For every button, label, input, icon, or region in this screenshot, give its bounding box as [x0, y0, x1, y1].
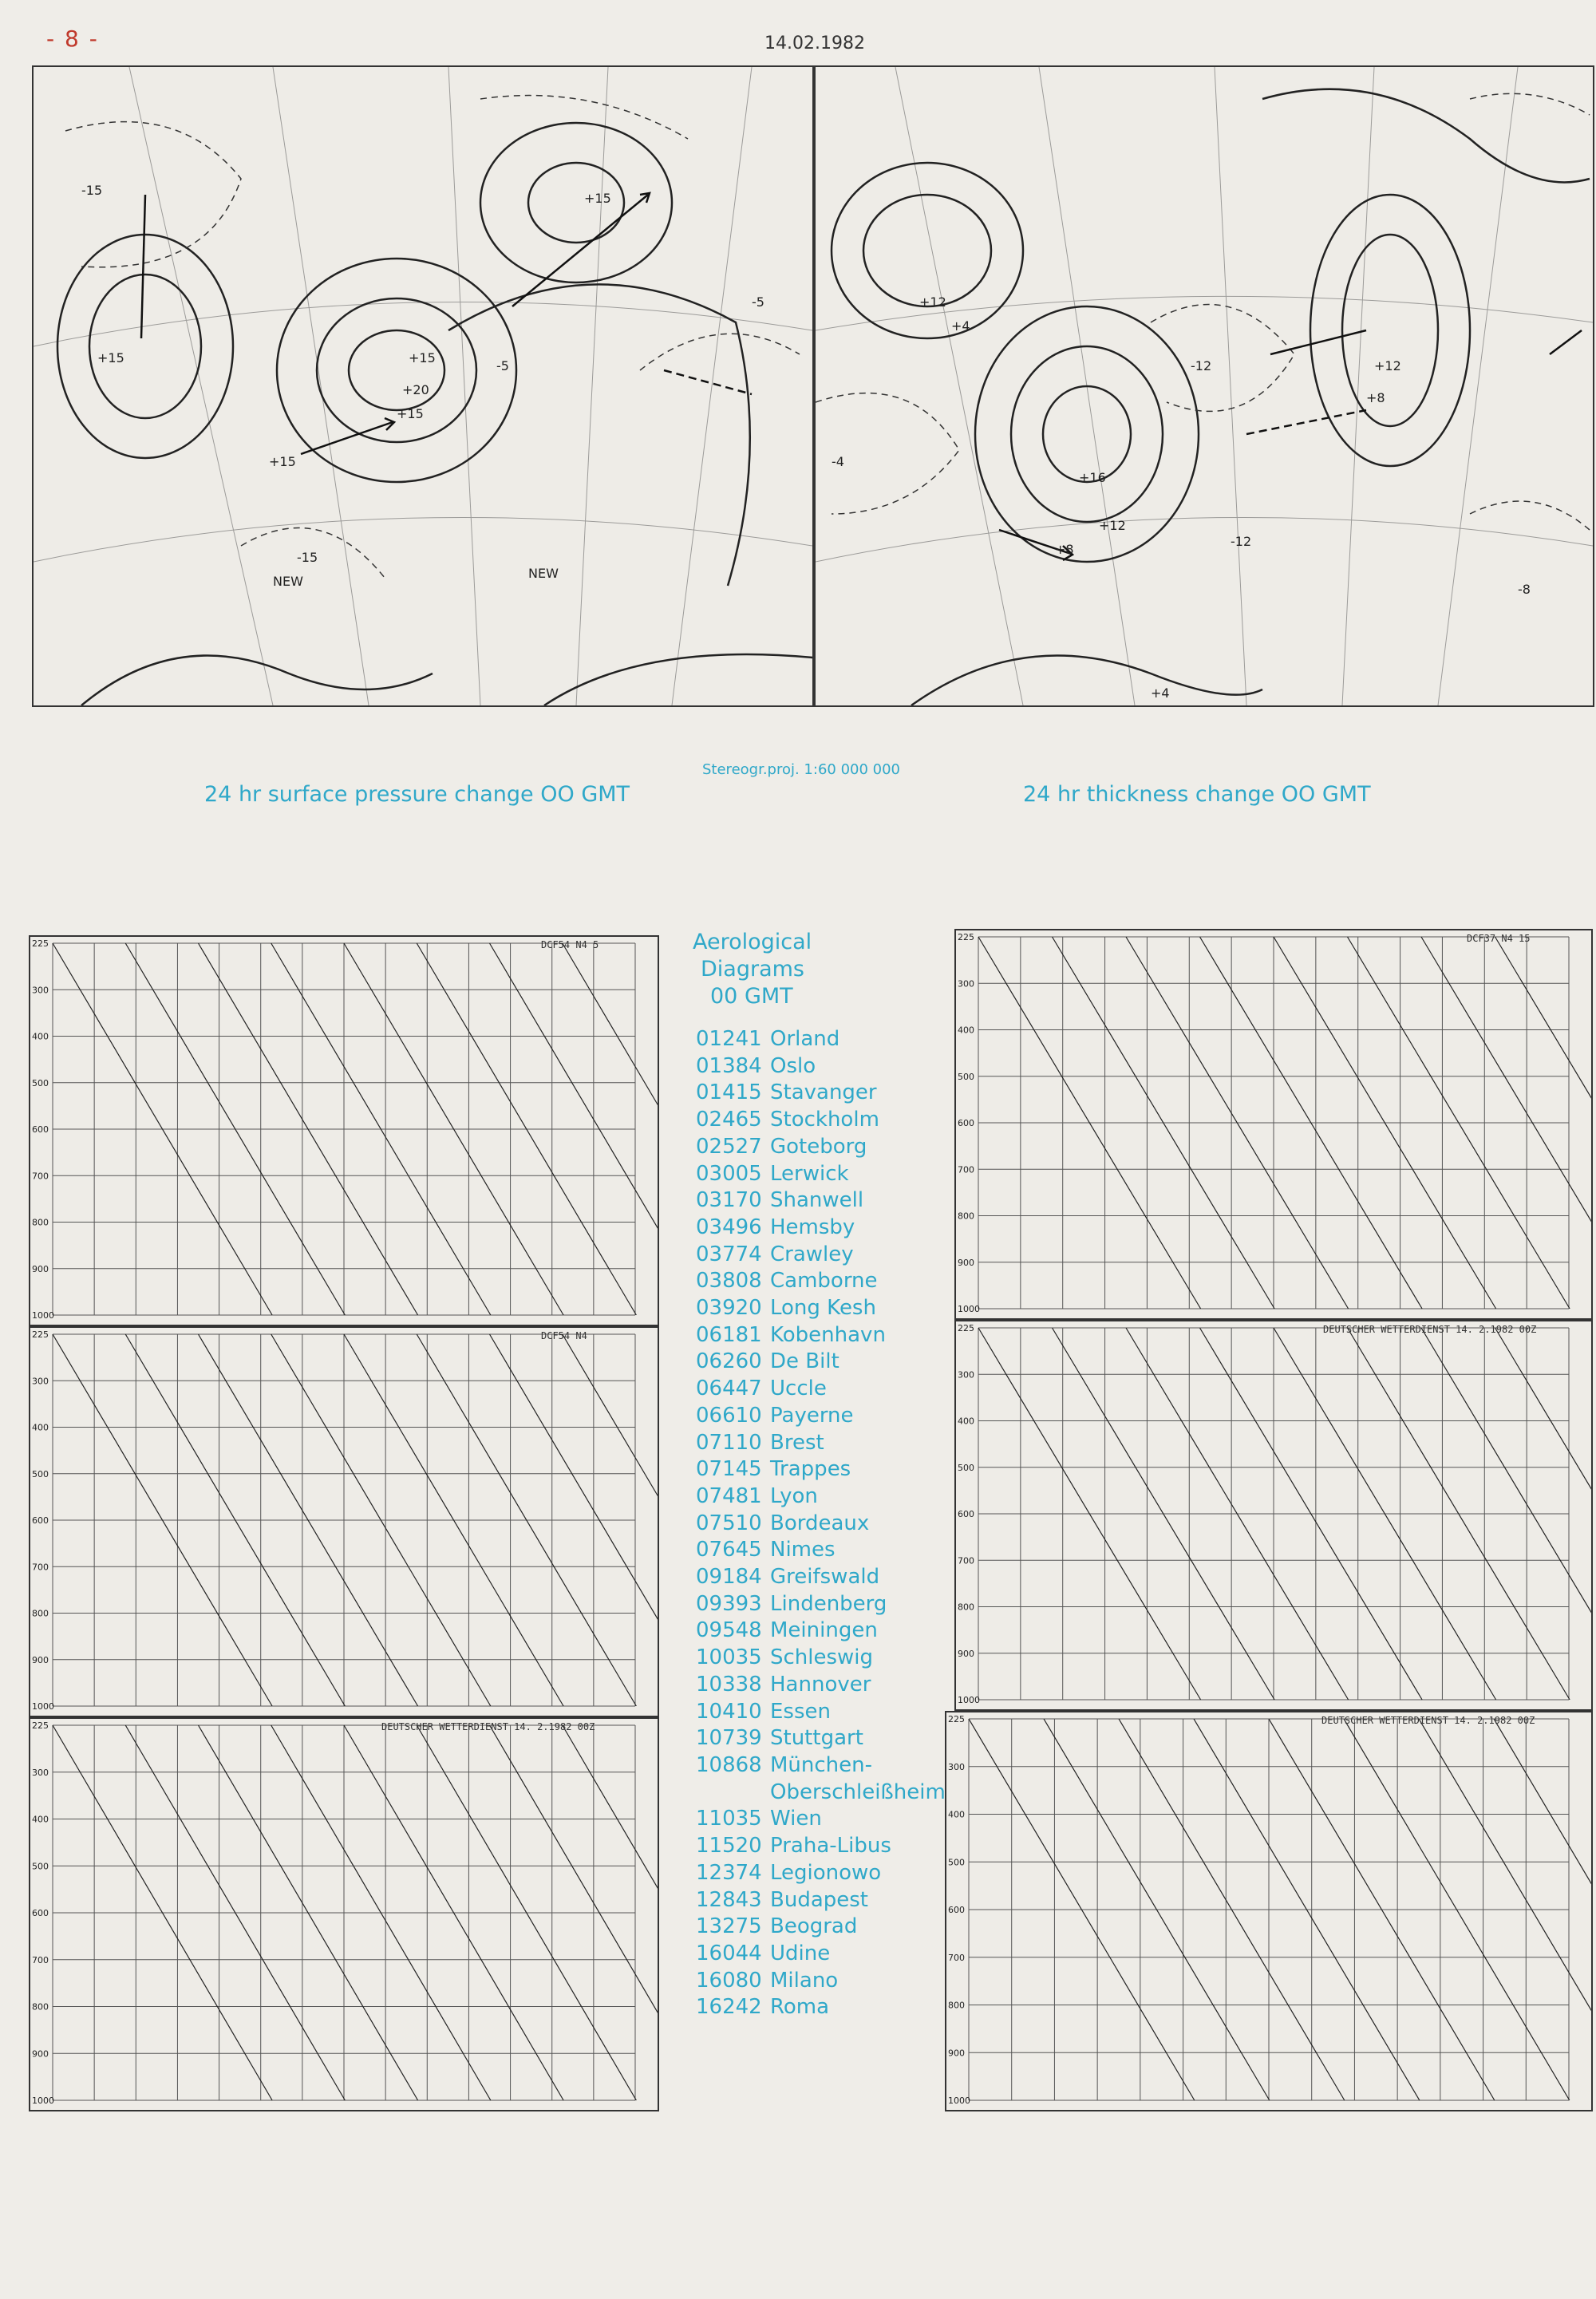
station-row — [696, 1483, 946, 1511]
station-name: Schleswig — [770, 1645, 874, 1670]
station-code: 06181 — [696, 1322, 762, 1347]
station-code: 03170 — [696, 1188, 762, 1213]
station-name: Bordeaux — [770, 1511, 870, 1535]
aerological-diagram-right-1 — [954, 929, 1593, 1320]
svg-text:-12: -12 — [1191, 358, 1212, 373]
station-row — [696, 1618, 946, 1645]
pressure-level-label: 1000 — [958, 1304, 980, 1314]
station-code: 10410 — [696, 1699, 762, 1724]
station-code: 10035 — [696, 1645, 762, 1670]
pressure-level-label: 500 — [958, 1462, 974, 1473]
pressure-level-label: 700 — [32, 1171, 49, 1182]
pressure-level-label: 900 — [948, 2048, 965, 2059]
pressure-level-label: 500 — [958, 1071, 974, 1082]
thickness-change-map — [814, 65, 1594, 707]
svg-text:+4: +4 — [951, 318, 970, 334]
station-row — [696, 1349, 946, 1376]
station-name: Goteborg — [770, 1134, 867, 1159]
station-name: Stavanger — [770, 1080, 877, 1105]
station-code: 07145 — [696, 1457, 762, 1482]
station-code: 06610 — [696, 1403, 762, 1428]
station-code: 11035 — [696, 1807, 762, 1831]
pressure-level-label: 600 — [958, 1118, 974, 1128]
pressure-level-label: 400 — [32, 1814, 49, 1825]
station-row — [696, 1161, 946, 1188]
station-name: Udine — [770, 1941, 831, 1965]
pressure-level-label: 800 — [32, 1217, 49, 1228]
pressure-level-label: 700 — [32, 1562, 49, 1573]
pressure-level-label: 900 — [32, 2048, 49, 2060]
station-row — [696, 1860, 946, 1887]
pressure-level-label: 1000 — [948, 2096, 970, 2106]
station-name: Essen — [770, 1699, 831, 1724]
station-name: Camborne — [770, 1269, 878, 1294]
station-name: Brest — [770, 1430, 824, 1455]
page-date: 14.02.1982 — [764, 34, 865, 53]
station-row — [696, 1672, 946, 1699]
pressure-level-label: 225 — [958, 1323, 974, 1333]
station-name: Kobenhavn — [770, 1322, 886, 1347]
station-code — [696, 1780, 770, 1807]
station-row — [696, 1430, 946, 1457]
station-code: 16080 — [696, 1968, 762, 1993]
svg-text:-8: -8 — [1518, 582, 1531, 597]
svg-text:+15: +15 — [97, 350, 124, 365]
aerological-diagram-right-2 — [954, 1320, 1593, 1711]
station-name: Nimes — [770, 1538, 836, 1562]
station-row — [696, 1403, 946, 1430]
pressure-level-label: 1000 — [958, 1695, 980, 1705]
svg-text:+12: +12 — [1374, 358, 1401, 373]
station-row — [696, 1242, 946, 1269]
station-row — [696, 1752, 946, 1780]
station-code: 11520 — [696, 1834, 762, 1859]
pressure-level-label: 225 — [948, 1714, 965, 1724]
pressure-level-label: 300 — [32, 1767, 49, 1778]
svg-text:+12: +12 — [919, 294, 946, 310]
station-name: Roma — [770, 1995, 830, 2020]
station-code: 09548 — [696, 1618, 762, 1643]
pressure-level-label: 400 — [948, 1809, 965, 1820]
station-row — [696, 1215, 946, 1242]
pressure-level-label: 1000 — [32, 1701, 54, 1712]
station-name: Crawley — [770, 1242, 854, 1266]
pressure-level-label: 800 — [32, 1608, 49, 1619]
station-code: 07645 — [696, 1538, 762, 1562]
svg-text:+15: +15 — [409, 350, 436, 365]
projection-label: Stereogr.proj. 1:60 000 000 — [702, 761, 901, 778]
pressure-level-label: 225 — [32, 1720, 49, 1731]
station-code: 09184 — [696, 1565, 762, 1590]
station-name: Legionowo — [770, 1860, 882, 1885]
station-code: 03774 — [696, 1242, 762, 1266]
station-row — [696, 1645, 946, 1672]
station-name: Stockholm — [770, 1108, 879, 1132]
pressure-level-label: 900 — [32, 1263, 49, 1274]
station-code: 03496 — [696, 1215, 762, 1239]
svg-text:+8: +8 — [1055, 542, 1074, 557]
svg-text:+15: +15 — [397, 406, 424, 421]
station-name: Hemsby — [770, 1215, 855, 1239]
aerological-diagram-left-1 — [29, 935, 659, 1326]
pressure-level-label: 1000 — [32, 2096, 54, 2106]
svg-text:-12: -12 — [1231, 534, 1252, 549]
pressure-level-label: 300 — [958, 1369, 974, 1381]
station-row — [696, 1134, 946, 1161]
station-row — [696, 1887, 946, 1914]
station-row — [696, 1591, 946, 1618]
svg-text:-15: -15 — [297, 550, 318, 565]
svg-text:-4: -4 — [832, 454, 844, 469]
pressure-level-label: 600 — [32, 1908, 49, 1918]
pressure-level-label: 600 — [32, 1124, 49, 1135]
svg-text:+12: +12 — [1099, 518, 1126, 533]
svg-text:-5: -5 — [496, 358, 509, 373]
station-row — [696, 1725, 946, 1752]
pressure-level-label: 800 — [958, 1602, 974, 1613]
diagram-header: DCF54 N4 5 — [541, 939, 599, 950]
pressure-level-label: 800 — [948, 2000, 965, 2011]
station-name: Lyon — [770, 1483, 818, 1508]
left-map-caption: 24 hr surface pressure change OO GMT — [204, 782, 630, 807]
station-code: 07510 — [696, 1511, 762, 1535]
station-code: 02465 — [696, 1108, 762, 1132]
pressure-level-label: 300 — [948, 1761, 965, 1772]
diagram-header: DEUTSCHER WETTERDIENST 14. 2.1982 00Z — [1323, 1324, 1537, 1335]
svg-text:-15: -15 — [81, 183, 103, 198]
station-row — [696, 1914, 946, 1941]
station-name: Uccle — [770, 1377, 827, 1401]
surface-pressure-map — [32, 65, 814, 707]
pressure-level-label: 300 — [958, 978, 974, 990]
station-code: 16242 — [696, 1995, 762, 2020]
pressure-level-label: 800 — [958, 1211, 974, 1222]
station-name: Orland — [770, 1027, 840, 1051]
station-list — [696, 1026, 946, 2021]
station-row — [696, 1699, 946, 1726]
station-code: 01415 — [696, 1080, 762, 1105]
station-row — [696, 1994, 946, 2021]
station-row — [696, 1806, 946, 1833]
station-code: 10338 — [696, 1672, 762, 1697]
station-row — [696, 1511, 946, 1538]
station-code: 06260 — [696, 1349, 762, 1374]
pressure-level-label: 400 — [32, 1422, 49, 1433]
diagram-header: DCF37 N4 15 — [1467, 933, 1531, 944]
station-name: Milano — [770, 1968, 839, 1993]
station-row — [696, 1456, 946, 1483]
pressure-level-label: 400 — [32, 1031, 49, 1042]
station-name: Lerwick — [770, 1161, 849, 1186]
pressure-level-label: 700 — [32, 1954, 49, 1965]
station-row — [696, 1080, 946, 1107]
pressure-level-label: 600 — [32, 1515, 49, 1526]
pressure-level-label: 1000 — [32, 1310, 54, 1321]
station-row — [696, 1053, 946, 1080]
station-name: Meiningen — [770, 1618, 878, 1643]
station-row — [696, 1187, 946, 1215]
station-name: Wien — [770, 1807, 822, 1831]
pressure-level-label: 700 — [958, 1164, 974, 1175]
station-code: 12374 — [696, 1860, 762, 1885]
station-name: De Bilt — [770, 1349, 839, 1374]
pressure-level-label: 700 — [948, 1952, 965, 1963]
station-code: 10739 — [696, 1726, 762, 1751]
station-code: 01241 — [696, 1027, 762, 1051]
pressure-level-label: 900 — [32, 1654, 49, 1665]
page-number: - 8 - — [46, 26, 99, 52]
station-code: 16044 — [696, 1941, 762, 1965]
pressure-level-label: 225 — [958, 932, 974, 942]
station-name: Trappes — [770, 1457, 851, 1482]
station-row — [696, 1941, 946, 1968]
station-code: 10868 — [696, 1752, 762, 1777]
pressure-level-label: 500 — [32, 1077, 49, 1088]
right-map-caption: 24 hr thickness change OO GMT — [1023, 782, 1371, 807]
svg-text:+15: +15 — [269, 454, 296, 469]
diagram-header: DEUTSCHER WETTERDIENST 14. 2.1982 00Z — [381, 1721, 595, 1732]
pressure-level-label: 900 — [958, 1257, 974, 1268]
station-code: 12843 — [696, 1887, 762, 1912]
pressure-level-label: 800 — [32, 2001, 49, 2013]
diagram-header: DEUTSCHER WETTERDIENST 14. 2.1982 00Z — [1321, 1715, 1535, 1726]
station-code: 01384 — [696, 1053, 762, 1078]
aerological-title-line3: 00 GMT — [710, 984, 793, 1009]
station-name: München- — [770, 1752, 873, 1777]
station-name: Oslo — [770, 1053, 816, 1078]
svg-text:+16: +16 — [1079, 470, 1106, 485]
station-row — [696, 1107, 946, 1134]
pressure-level-label: 300 — [32, 985, 49, 996]
aerological-diagram-left-3 — [29, 1717, 659, 2111]
diagram-header: DCF54 N4 — [541, 1330, 587, 1341]
station-code: 03920 — [696, 1296, 762, 1321]
svg-text:+20: +20 — [402, 382, 429, 397]
aerological-title — [693, 929, 812, 1010]
station-row — [696, 1537, 946, 1564]
svg-text:+8: +8 — [1366, 390, 1385, 405]
station-code: 07110 — [696, 1430, 762, 1455]
station-name: Stuttgart — [770, 1726, 863, 1751]
aerological-diagram-left-2 — [29, 1326, 659, 1717]
station-name: Greifswald — [770, 1565, 880, 1590]
svg-text:NEW: NEW — [273, 574, 303, 589]
pressure-level-label: 900 — [958, 1648, 974, 1659]
pressure-level-label: 400 — [958, 1025, 974, 1036]
station-name: Lindenberg — [770, 1591, 887, 1616]
svg-text:+15: +15 — [584, 191, 611, 206]
station-row — [696, 1295, 946, 1322]
station-row — [696, 1833, 946, 1860]
station-row — [696, 1322, 946, 1349]
station-code: 02527 — [696, 1134, 762, 1159]
pressure-level-label: 400 — [958, 1416, 974, 1427]
station-row — [696, 1968, 946, 1995]
station-row — [696, 1780, 946, 1807]
station-code: 03808 — [696, 1269, 762, 1294]
station-code: 06447 — [696, 1377, 762, 1401]
station-name: Beograd — [770, 1914, 858, 1939]
station-name: Payerne — [770, 1403, 854, 1428]
station-row — [696, 1564, 946, 1591]
station-name: Shanwell — [770, 1188, 864, 1213]
svg-text:+4: +4 — [1151, 685, 1170, 701]
pressure-level-label: 500 — [32, 1468, 49, 1479]
station-row — [696, 1268, 946, 1295]
station-name: Long Kesh — [770, 1296, 876, 1321]
pressure-level-label: 600 — [958, 1509, 974, 1519]
station-code: 03005 — [696, 1161, 762, 1186]
station-name: Oberschleißheim — [770, 1780, 946, 1804]
station-name: Budapest — [770, 1887, 868, 1912]
pressure-level-label: 500 — [948, 1857, 965, 1868]
aerological-diagram-right-3 — [945, 1711, 1593, 2111]
svg-text:NEW: NEW — [528, 566, 559, 581]
pressure-level-label: 300 — [32, 1376, 49, 1387]
svg-text:-5: -5 — [752, 294, 764, 310]
station-code: 07481 — [696, 1483, 762, 1508]
station-row — [696, 1376, 946, 1403]
station-code: 13275 — [696, 1914, 762, 1939]
station-name: Hannover — [770, 1672, 871, 1697]
aerological-title-line2: Diagrams — [701, 957, 804, 982]
pressure-level-label: 500 — [32, 1861, 49, 1872]
station-row — [696, 1026, 946, 1053]
pressure-level-label: 600 — [948, 1905, 965, 1915]
station-code: 09393 — [696, 1591, 762, 1616]
pressure-level-label: 700 — [958, 1555, 974, 1566]
pressure-level-label: 225 — [32, 938, 49, 949]
station-name: Praha-Libus — [770, 1834, 891, 1859]
pressure-level-label: 225 — [32, 1329, 49, 1340]
aerological-title-line1: Aerological — [693, 930, 812, 954]
